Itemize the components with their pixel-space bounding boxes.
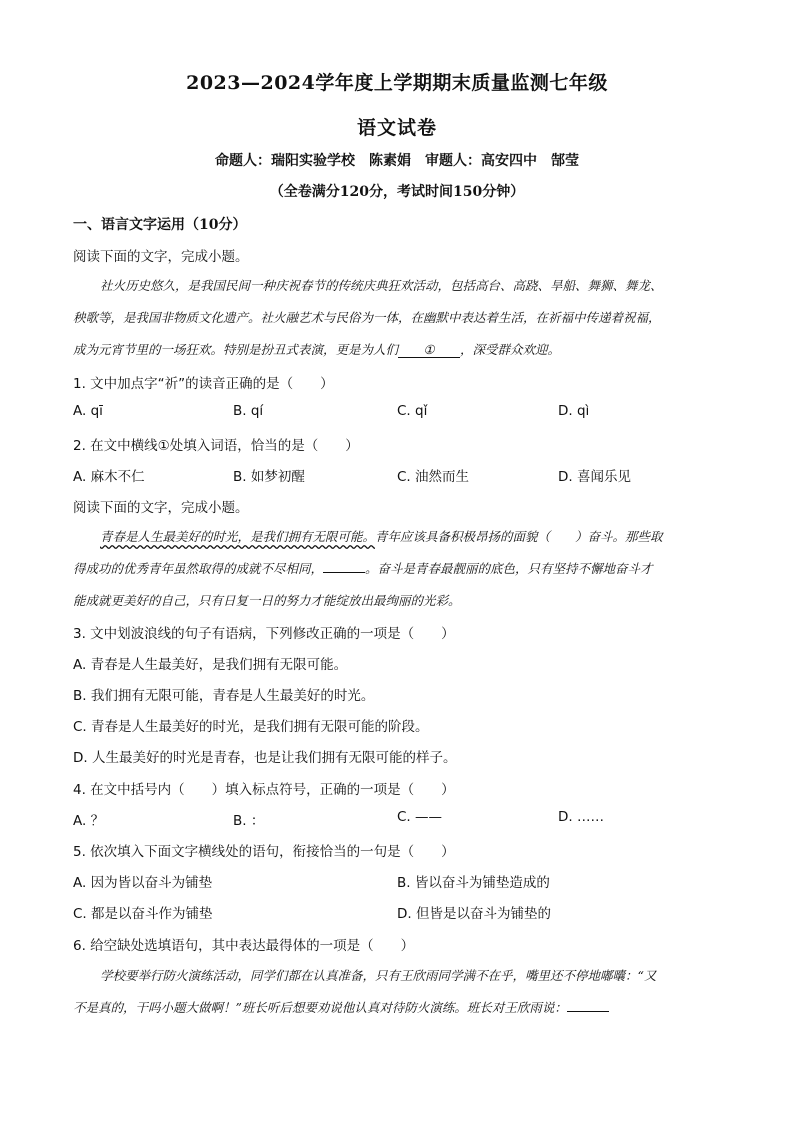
reading-intro-2: 阅读下面的文字，完成小题。: [73, 500, 249, 516]
q2-option-a: A. 麻木不仁: [73, 469, 145, 485]
passage2-line2-start: 得成功的优秀青年虽然取得的成就不尽相同，: [73, 561, 324, 576]
q3-option-d: D. 人生最美好的时光是青春，也是让我们拥有无限可能的样子。: [73, 750, 457, 766]
blank-3: [567, 1011, 609, 1012]
passage3-line2: [73, 998, 733, 1016]
q1-option-b: B. qí: [233, 403, 264, 419]
passage3-line2-text: 不是真的，干吗小题大做啊！”班长听后想要劝说他认真对待防火演练。班长对王欣雨说：: [73, 1000, 567, 1015]
reading-intro-1: 阅读下面的文字，完成小题。: [73, 249, 249, 265]
passage1-line3-end: ，深受群众欢迎。: [460, 342, 561, 357]
wavy-sentence: 青春是人生最美好的时光，是我们拥有无限可能。: [100, 529, 376, 544]
q5-option-d: D. 但皆是以奋斗为铺垫的: [397, 906, 551, 922]
question-3: 3. 文中划波浪线的句子有语病，下列修改正确的一项是（ ）: [73, 626, 455, 642]
q4-option-a: A. ？: [73, 813, 105, 829]
exam-authors: 命题人：瑞阳实验学校 陈素娟 审题人：高安四中 郜莹: [215, 153, 579, 169]
passage1-line3: [73, 340, 733, 358]
q1-option-c: C. qǐ: [397, 403, 428, 419]
q5-option-a: A. 因为皆以奋斗为铺垫: [73, 875, 213, 891]
question-5: 5. 依次填入下面文字横线处的语句，衔接恰当的一句是（ ）: [73, 844, 455, 860]
q2-option-d: D. 喜闻乐见: [558, 469, 631, 485]
passage2-line2: [73, 559, 733, 577]
q4-option-d: D. ……: [558, 809, 604, 825]
passage2-line3: 能成就更美好的自己，只有日复一日的努力才能绽放出最绚丽的光彩。: [73, 593, 461, 608]
passage1-line3-start: 成为元宵节里的一场狂欢。特别是扮丑式表演，更是为人们: [73, 342, 399, 357]
passage3-line1: 学校要举行防火演练活动，同学们都在认真准备，只有王欣雨同学满不在乎，嘴里还不停地嘟囔：“又: [100, 968, 657, 983]
question-1: 1. 文中加点字“祈”的读音正确的是（ ）: [73, 376, 334, 392]
q4-option-c: C. ——: [397, 809, 443, 825]
passage1-line2: 秧歌等，是我国非物质文化遗产。社火融艺术与民俗为一体，在幽默中表达着生活，在祈福中传递着祝福，: [73, 310, 661, 325]
q3-option-b: B. 我们拥有无限可能，青春是人生最美好的时光。: [73, 688, 375, 704]
q4-option-b: B. ：: [233, 813, 265, 829]
q1-option-d: D. qì: [558, 403, 590, 419]
blank-2: [323, 572, 365, 573]
q2-option-b: B. 如梦初醒: [233, 469, 305, 485]
section-heading: 一、语言文字运用（10分）: [73, 217, 247, 233]
passage1-line1: 社火历史悠久，是我国民间一种庆祝春节的传统庆典狂欢活动，包括高台、高跷、旱船、舞狮、舞龙、: [100, 278, 663, 293]
passage2-line1-rest: 青年应该具备积极昂扬的面貌（ ）奋斗。那些取: [375, 529, 663, 544]
exam-title: 2023—2024学年度上学期期末质量监测七年级: [186, 72, 608, 94]
passage2-line2-end: 。奋斗是青春最靓丽的底色，只有坚持不懈地奋斗才: [365, 561, 653, 576]
exam-note: （全卷满分120分，考试时间150分钟）: [269, 184, 525, 200]
blank-1: ①: [398, 342, 460, 358]
q3-option-c: C. 青春是人生最美好的时光，是我们拥有无限可能的阶段。: [73, 719, 429, 735]
question-2: 2. 在文中横线①处填入词语，恰当的是（ ）: [73, 438, 359, 454]
passage2-line1: [100, 527, 760, 545]
q1-option-a: A. qī: [73, 403, 103, 419]
question-4: 4. 在文中括号内（ ）填入标点符号，正确的一项是（ ）: [73, 782, 455, 798]
q5-option-b: B. 皆以奋斗为铺垫造成的: [397, 875, 550, 891]
q2-option-c: C. 油然而生: [397, 469, 470, 485]
q3-option-a: A. 青春是人生最美好，是我们拥有无限可能。: [73, 657, 348, 673]
q5-option-c: C. 都是以奋斗作为铺垫: [73, 906, 213, 922]
question-6: 6. 给空缺处选填语句，其中表达最得体的一项是（ ）: [73, 938, 415, 954]
exam-subtitle: 语文试卷: [356, 117, 437, 139]
